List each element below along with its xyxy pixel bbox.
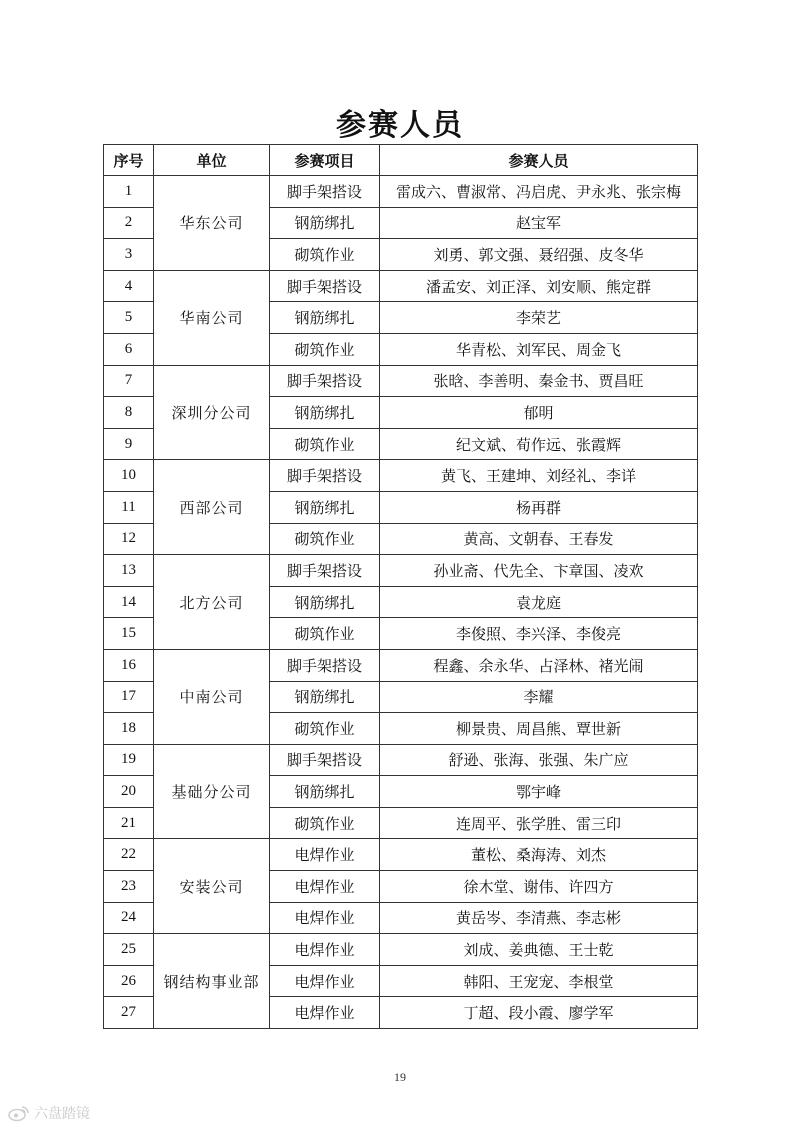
unit-cell: 北方公司 — [154, 555, 270, 650]
event-cell: 脚手架搭设 — [270, 176, 380, 208]
participants-cell: 张晗、李善明、秦金书、贾昌旺 — [380, 365, 698, 397]
event-cell: 电焊作业 — [270, 997, 380, 1029]
row-number: 17 — [104, 681, 154, 713]
event-cell: 脚手架搭设 — [270, 555, 380, 587]
participants-cell: 华青松、刘军民、周金飞 — [380, 333, 698, 365]
row-number: 10 — [104, 460, 154, 492]
event-cell: 砌筑作业 — [270, 239, 380, 271]
event-cell: 电焊作业 — [270, 902, 380, 934]
row-number: 25 — [104, 934, 154, 966]
row-number: 27 — [104, 997, 154, 1029]
header-number: 序号 — [104, 145, 154, 176]
unit-cell: 基础分公司 — [154, 744, 270, 839]
row-number: 21 — [104, 807, 154, 839]
event-cell: 脚手架搭设 — [270, 744, 380, 776]
event-cell: 脚手架搭设 — [270, 460, 380, 492]
row-number: 5 — [104, 302, 154, 334]
participants-cell: 李俊照、李兴泽、李俊亮 — [380, 618, 698, 650]
event-cell: 电焊作业 — [270, 934, 380, 966]
row-number: 24 — [104, 902, 154, 934]
event-cell: 电焊作业 — [270, 965, 380, 997]
event-cell: 砌筑作业 — [270, 618, 380, 650]
participants-cell: 刘成、姜典德、王士乾 — [380, 934, 698, 966]
event-cell: 电焊作业 — [270, 871, 380, 903]
participants-cell: 李荣艺 — [380, 302, 698, 334]
event-cell: 钢筋绑扎 — [270, 681, 380, 713]
row-number: 19 — [104, 744, 154, 776]
participants-cell: 刘勇、郭文强、聂绍强、皮冬华 — [380, 239, 698, 271]
row-number: 15 — [104, 618, 154, 650]
row-number: 1 — [104, 176, 154, 208]
participants-cell: 鄂宇峰 — [380, 776, 698, 808]
table-row — [104, 839, 698, 871]
event-cell: 脚手架搭设 — [270, 270, 380, 302]
participants-cell: 孙业斋、代先全、卞章国、凌欢 — [380, 555, 698, 587]
event-cell: 钢筋绑扎 — [270, 207, 380, 239]
page-number: 19 — [394, 1070, 406, 1084]
row-number: 3 — [104, 239, 154, 271]
row-number: 6 — [104, 333, 154, 365]
event-cell: 钢筋绑扎 — [270, 491, 380, 523]
event-cell: 砌筑作业 — [270, 428, 380, 460]
event-cell: 砌筑作业 — [270, 333, 380, 365]
participants-cell: 赵宝军 — [380, 207, 698, 239]
row-number: 9 — [104, 428, 154, 460]
participants-cell: 丁超、段小霞、廖学军 — [380, 997, 698, 1029]
participants-cell: 董松、桑海涛、刘杰 — [380, 839, 698, 871]
row-number: 4 — [104, 270, 154, 302]
event-cell: 钢筋绑扎 — [270, 302, 380, 334]
event-cell: 钢筋绑扎 — [270, 397, 380, 429]
table-header-row — [104, 145, 698, 176]
table-row — [104, 176, 698, 208]
unit-cell: 华南公司 — [154, 270, 270, 365]
header-unit: 单位 — [154, 145, 270, 176]
participants-cell: 纪文斌、荀作远、张霞辉 — [380, 428, 698, 460]
table-row — [104, 744, 698, 776]
participants-cell: 黄飞、王建坤、刘经礼、李详 — [380, 460, 698, 492]
participants-cell: 舒逊、张海、张强、朱广应 — [380, 744, 698, 776]
event-cell: 钢筋绑扎 — [270, 586, 380, 618]
row-number: 23 — [104, 871, 154, 903]
row-number: 12 — [104, 523, 154, 555]
row-number: 13 — [104, 555, 154, 587]
participants-cell: 李耀 — [380, 681, 698, 713]
event-cell: 钢筋绑扎 — [270, 776, 380, 808]
event-cell: 砌筑作业 — [270, 807, 380, 839]
row-number: 8 — [104, 397, 154, 429]
header-participants: 参赛人员 — [380, 145, 698, 176]
table-row — [104, 934, 698, 966]
event-cell: 砌筑作业 — [270, 713, 380, 745]
participants-cell: 徐木堂、谢伟、许四方 — [380, 871, 698, 903]
row-number: 22 — [104, 839, 154, 871]
watermark — [8, 1103, 90, 1123]
participants-cell: 潘孟安、刘正泽、刘安顺、熊定群 — [380, 270, 698, 302]
row-number: 16 — [104, 649, 154, 681]
table-body — [104, 176, 698, 1029]
unit-cell: 钢结构事业部 — [154, 934, 270, 1029]
row-number: 2 — [104, 207, 154, 239]
table-row — [104, 555, 698, 587]
watermark-text: 六盘踏镜 — [34, 1106, 90, 1122]
unit-cell: 华东公司 — [154, 176, 270, 271]
table-row — [104, 270, 698, 302]
page-title: 参赛人员 — [336, 108, 464, 143]
unit-cell: 西部公司 — [154, 460, 270, 555]
event-cell: 脚手架搭设 — [270, 365, 380, 397]
weibo-icon — [8, 1104, 30, 1122]
participants-cell: 袁龙庭 — [380, 586, 698, 618]
table-row — [104, 365, 698, 397]
unit-cell: 中南公司 — [154, 649, 270, 744]
participants-cell: 黄岳岑、李清燕、李志彬 — [380, 902, 698, 934]
event-cell: 砌筑作业 — [270, 523, 380, 555]
participants-cell: 程鑫、余永华、占泽林、褚光闹 — [380, 649, 698, 681]
table-row — [104, 649, 698, 681]
row-number: 14 — [104, 586, 154, 618]
row-number: 18 — [104, 713, 154, 745]
unit-cell: 安装公司 — [154, 839, 270, 934]
row-number: 26 — [104, 965, 154, 997]
participants-cell: 柳景贵、周昌熊、覃世新 — [380, 713, 698, 745]
participants-cell: 雷成六、曹淑常、冯启虎、尹永兆、张宗梅 — [380, 176, 698, 208]
participants-cell: 韩阳、王宠宠、李根堂 — [380, 965, 698, 997]
row-number: 20 — [104, 776, 154, 808]
row-number: 7 — [104, 365, 154, 397]
unit-cell: 深圳分公司 — [154, 365, 270, 460]
header-event: 参赛项目 — [270, 145, 380, 176]
participants-cell: 郁明 — [380, 397, 698, 429]
event-cell: 脚手架搭设 — [270, 649, 380, 681]
table-row — [104, 460, 698, 492]
row-number: 11 — [104, 491, 154, 523]
participants-cell: 黄高、文朝春、王春发 — [380, 523, 698, 555]
participants-cell: 杨再群 — [380, 491, 698, 523]
event-cell: 电焊作业 — [270, 839, 380, 871]
participants-cell: 连周平、张学胜、雷三印 — [380, 807, 698, 839]
participants-table — [103, 144, 698, 1029]
